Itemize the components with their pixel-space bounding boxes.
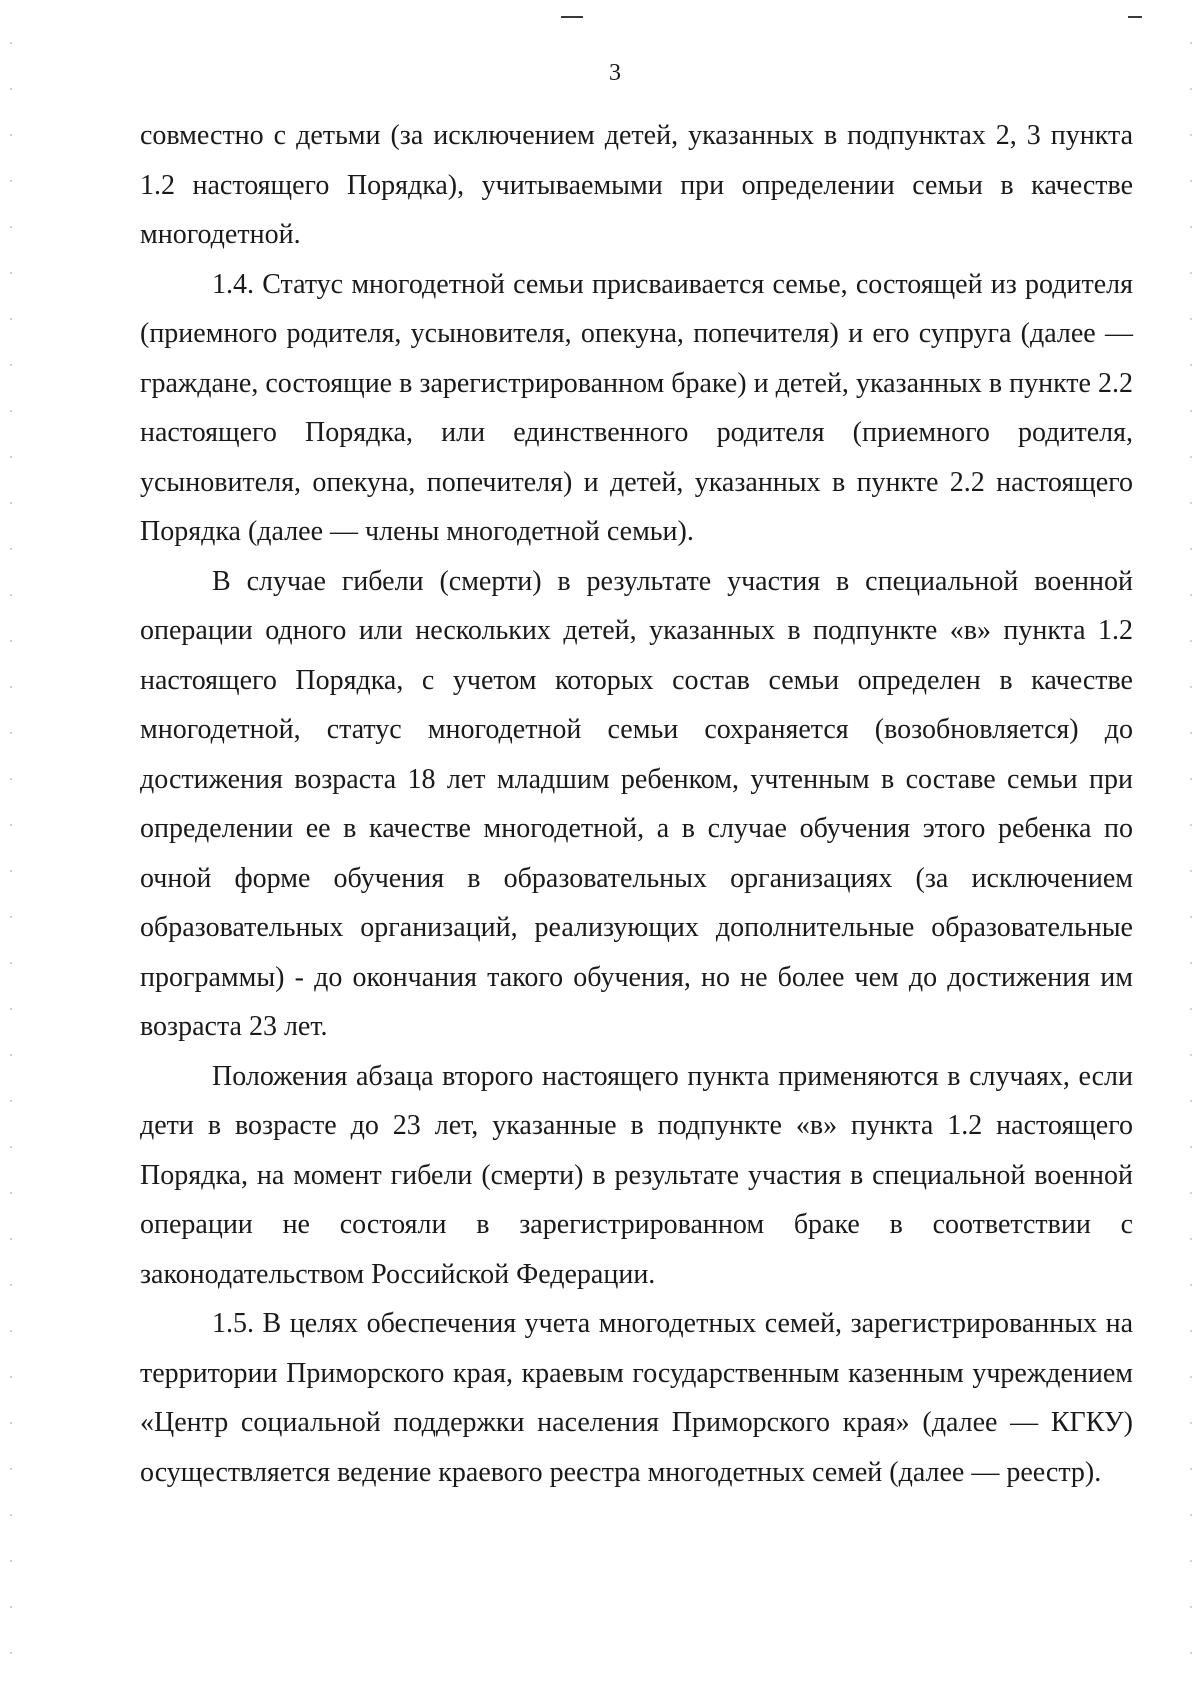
scan-edge-dots bbox=[1190, 20, 1192, 1680]
paragraph-1-5: 1.5. В целях обеспечения учета многодетных семей, зарегистрированных на территории Приморского края, краевым государственным казенным учреждением «Центр социальной поддержки населения Приморского края» (далее — КГКУ) осуществляется ведение краевого реестра многодетных семей (далее — реестр). bbox=[140, 1308, 1133, 1488]
scan-edge-dots bbox=[10, 20, 12, 1680]
page-number: 3 bbox=[609, 60, 621, 86]
paragraph-svo-status: В случае гибели (смерти) в результате участия в специальной военной операции одного или нескольких детей, указанных в подпункте «в» пункта 1.2 настоящего Порядка, с учетом которых состав семьи определен в качестве многодетной, статус многодетной семьи сохраняется (возобновляется) до достижения возраста 18 лет младшим ребенком, учтенным в составе семьи при определении ее в качестве многодетной, а в случае обучения этого ребенка по очной форме обучения в образовательных организациях (за исключением образовательных организаций, реализующих дополнительные образовательные программы) - до окончания такого обучения, но не более чем до достижения им возраста 23 лет. bbox=[140, 565, 1133, 1042]
paragraph-continuation: совместно с детьми (за исключением детей, указанных в подпунктах 2, 3 пункта 1.2 настоящего Порядка), учитываемыми при определении семьи в качестве многодетной. bbox=[140, 120, 1133, 250]
scan-mark bbox=[561, 16, 583, 18]
scan-mark bbox=[1128, 16, 1142, 18]
paragraph-1-4: 1.4. Статус многодетной семьи присваивается семье, состоящей из родителя (приемного родителя, усыновителя, опекуна, попечителя) и его супруга (далее — граждане, состоящие в зарегистрированном браке) и детей, указанных в пункте 2.2 настоящего Порядка, или единственного родителя (приемного родителя, усыновителя, опекуна, попечителя) и детей, указанных в пункте 2.2 настоящего Порядка (далее — члены многодетной семьи). bbox=[140, 268, 1133, 547]
paragraph-provisions: Положения абзаца второго настоящего пункта применяются в случаях, если дети в возрасте до 23 лет, указанные в подпункте «в» пункта 1.2 настоящего Порядка, на момент гибели (смерти) в результате участия в специальной военной операции не состояли в зарегистрированном браке в соответствии с законодательством Российской Федерации. bbox=[140, 1060, 1133, 1290]
document-body bbox=[140, 111, 1133, 1497]
